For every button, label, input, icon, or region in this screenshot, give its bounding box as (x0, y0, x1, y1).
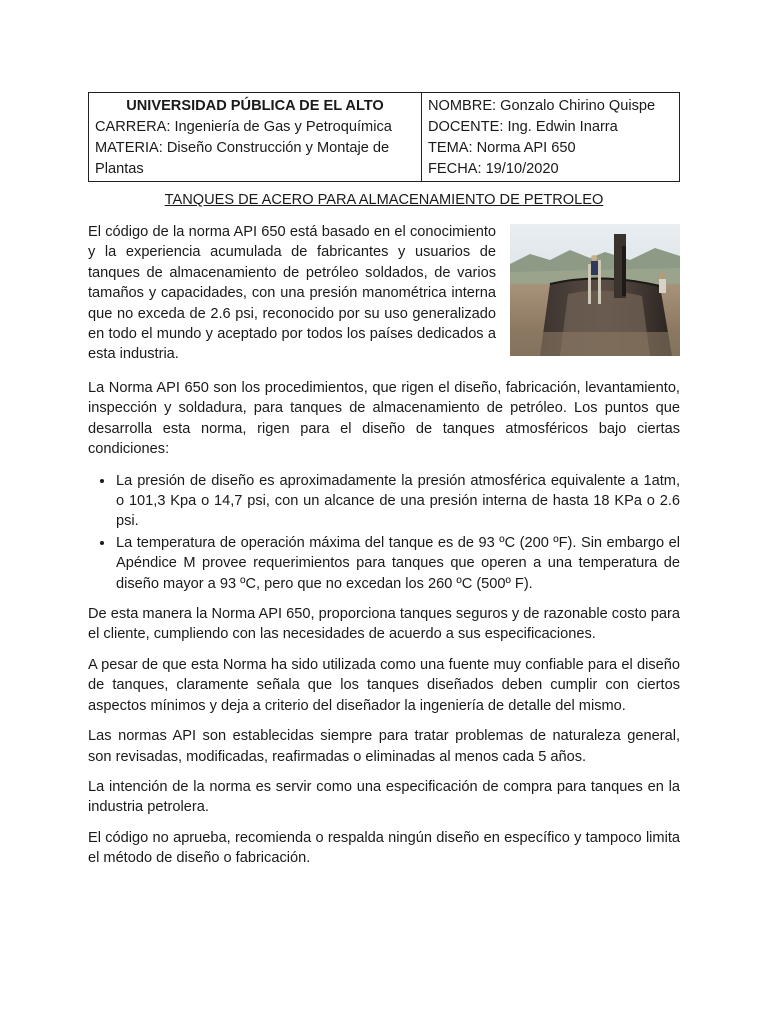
document-body (88, 222, 680, 879)
subject-line: MATERIA: Diseño Construcción y Montaje de Plantas (95, 140, 390, 177)
paragraph-api650-procedures: La Norma API 650 son los procedimientos, que rigen el diseño, fabricación, levantamiento, inspección y soldadura, para tanques de almacenamiento de petróleo. Los puntos que desarrolla esta norma, rigen para el diseño de tanques atmosféricos bajo ciertas condiciones: (88, 380, 680, 458)
conditions-list (88, 470, 680, 594)
header-table (88, 92, 680, 182)
intro-section (88, 222, 680, 368)
university-name: UNIVERSIDAD PÚBLICA DE EL ALTO (126, 98, 384, 114)
date-line: FECHA: 19/10/2020 (428, 161, 559, 177)
career-line: CARRERA: Ingeniería de Gas y Petroquímica (95, 119, 392, 135)
document-title: TANQUES DE ACERO PARA ALMACENAMIENTO DE PETROLEO (164, 192, 604, 208)
student-name-line: NOMBRE: Gonzalo Chirino Quispe (428, 98, 656, 114)
header-right-cell (422, 93, 680, 182)
paragraph: El código no aprueba, recomienda o respalda ningún diseño en específico y tampoco limita el método de diseño o fabricación. (88, 829, 680, 867)
topic-line: TEMA: Norma API 650 (428, 140, 576, 156)
header-left-cell (89, 93, 422, 182)
list-item: • La presión de diseño es aproximadamente la presión atmosférica equivalente a 1atm, o 101,3 Kpa o 14,7 psi, con un alcance de una presión interna de hasta 18 KPa o 2.6 psi. (115, 470, 680, 532)
list-item: • La temperatura de operación máxima del tanque es de 93 ºC (200 ºF). Sin embargo el Apéndice M provee requerimientos para tanques que operen a una temperatura de diseño mayor a 93 ºC, pero que no excedan los 260 ºC (500º F). (115, 532, 680, 594)
paragraph: De esta manera la Norma API 650, proporciona tanques seguros y de razonable costo para el cliente, cumpliendo con las necesidades de acuerdo a sus especificaciones. (88, 606, 680, 643)
paragraph: Las normas API son establecidas siempre para tratar problemas de naturaleza general, son revisadas, modificadas, reafirmadas o eliminadas al menos cada 5 años. (88, 728, 680, 765)
paragraph: La intención de la norma es servir como una especificación de compra para tanques en la industria petrolera. (88, 778, 680, 816)
teacher-line: DOCENTE: Ing. Edwin Inarra (428, 119, 618, 135)
tank-construction-photo (510, 224, 680, 356)
intro-paragraph: El código de la norma API 650 está basado en el conocimiento y la experiencia acumulada de fabricantes y usuarios de tanques de almacenamiento de petróleo soldados, de varios tamaños y capacidades, con una presión manométrica interna que no exceda de 2.6 psi, reconocido por su uso generalizado en todo el mundo y aceptado por todos los países dedicados a esta industria. (88, 224, 496, 363)
paragraph: A pesar de que esta Norma ha sido utilizada como una fuente muy confiable para el diseño de tanques, claramente señala que los tanques diseñados deben cumplir con ciertos aspectos mínimos y deja a criterio del diseñador la ingeniería de detalle del mismo. (88, 656, 680, 714)
